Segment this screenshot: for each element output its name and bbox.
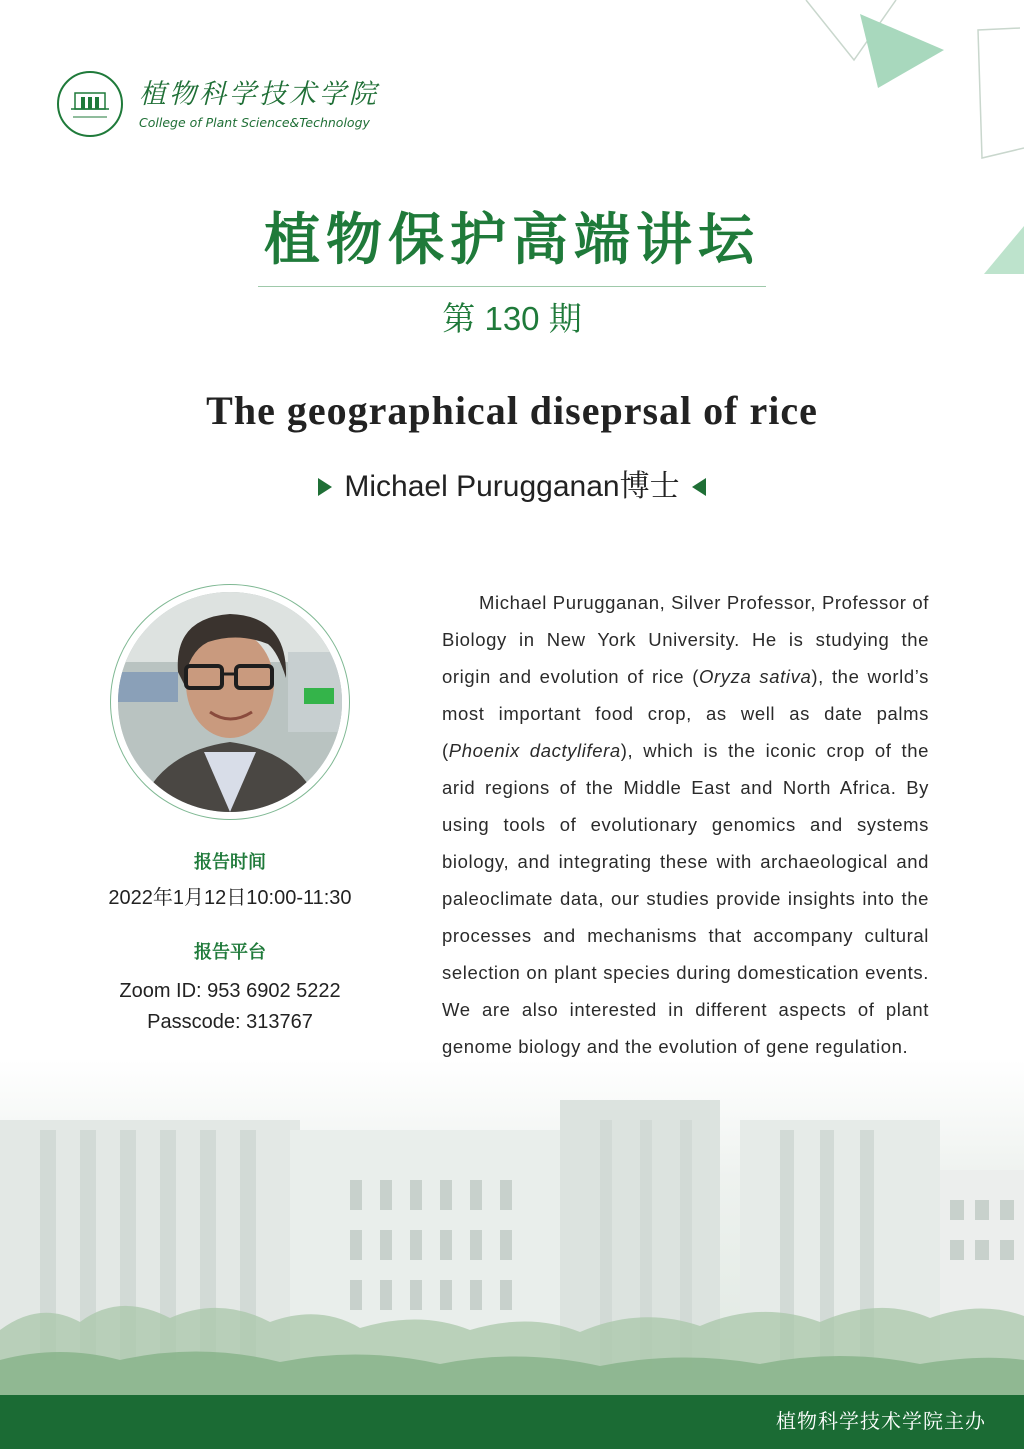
footer-bar xyxy=(0,1395,1024,1449)
college-seal-icon xyxy=(57,71,123,137)
college-name-cn: 植物科学技术学院 xyxy=(139,78,379,110)
organizer-text: 植物科学技术学院主办 xyxy=(776,1411,986,1433)
college-name-en: College of Plant Science&Technology xyxy=(139,114,370,130)
platform-block xyxy=(70,938,390,1038)
campus-background xyxy=(0,1060,1024,1395)
bio-part-3: ), which is the iconic crop of the arid regions of the Middle East and North Africa. By using tools of evolutionary genomics and systems biology, and integrating these with archaeological and paleoclimate data, our studies provide insights into the processes and mechanisms that accompany cultural selection on plant species during domestication events. We are also interested in different aspects of plant genome biology and the evolution of gene regulation. xyxy=(442,740,929,1057)
forum-title: 植物保护高端讲坛 xyxy=(264,207,760,273)
passcode: Passcode: 313767 xyxy=(147,1011,313,1033)
talk-title: The geographical diseprsal of rice xyxy=(206,388,818,433)
time-label: 报告时间 xyxy=(194,852,266,872)
time-block xyxy=(70,848,390,914)
triangle-left-icon xyxy=(692,478,706,496)
bio-sci-name-2: Phoenix dactylifera xyxy=(448,740,621,761)
college-logo xyxy=(57,71,379,137)
title-divider xyxy=(258,286,766,287)
time-value: 2022年1月12日10:00-11:30 xyxy=(108,887,352,909)
bio-sci-name-1: Oryza sativa xyxy=(699,666,812,687)
speaker-bio xyxy=(442,584,929,1065)
speaker-name: Michael Purugganan博士 xyxy=(344,470,680,503)
speaker-line xyxy=(0,466,1024,508)
bio-part-2: ), the world’s most important food crop, as well as date palms ( xyxy=(442,666,929,761)
zoom-id: Zoom ID: 953 6902 5222 xyxy=(119,980,341,1002)
triangle-right-icon xyxy=(318,478,332,496)
platform-label: 报告平台 xyxy=(194,942,266,962)
speaker-photo xyxy=(118,592,342,812)
bio-part-1: Michael Purugganan, Silver Professor, Professor of Biology in New York University. He is studying the origin and evolution of rice ( xyxy=(442,592,929,687)
issue-number: 第 130 期 xyxy=(442,300,582,337)
